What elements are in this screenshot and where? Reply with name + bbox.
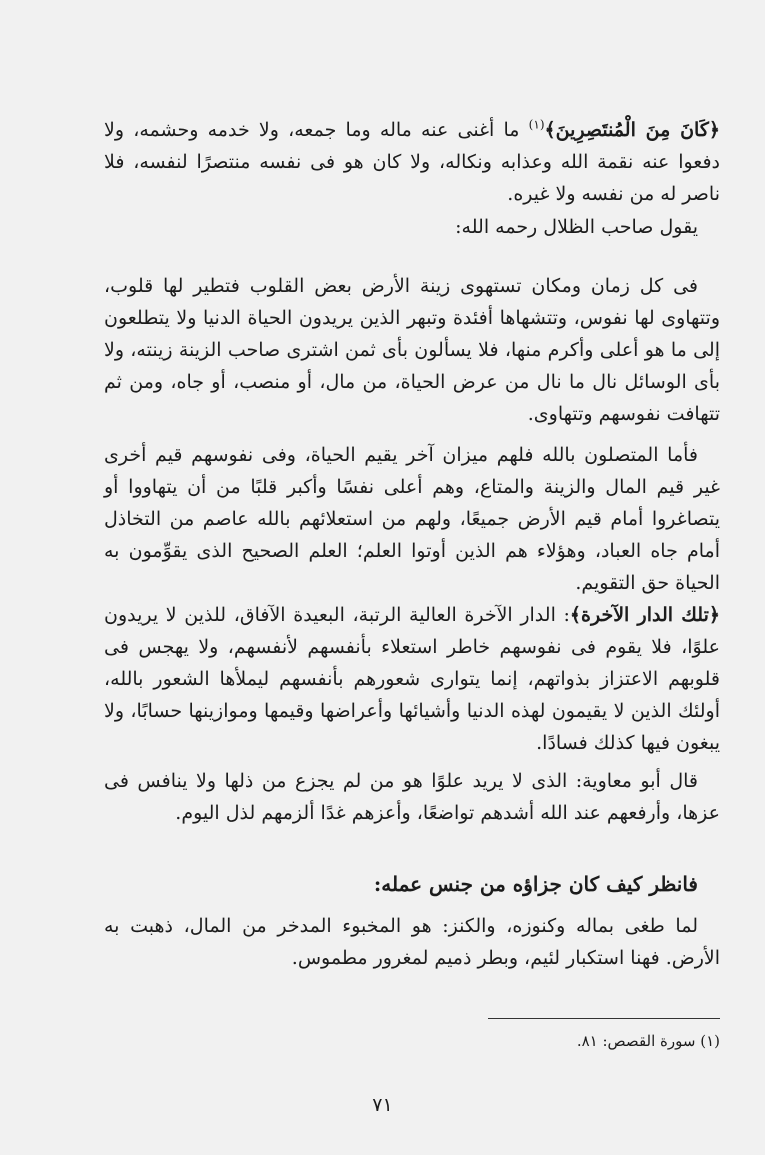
footnote: (١) سورة القصص: ٨١. [576, 1032, 720, 1050]
paragraph-7: لما طغى بماله وكنوزه، والكنز: هو المخبوء المدخر من المال، ذهبت به الأرض. فهنا استكبار لئيم، وبطر ذميم لمغرور مطموس. [104, 915, 720, 969]
paragraph-text: : الدار الآخرة العالية الرتبة، البعيدة الآفاق، للذين لا يريدون علوًا، فلا يقوم فى نفوسهم خاطر استعلاء بأنفسهم لأنفسهم، ولا يهجس فى قلوبهم الاعتزاز بذواتهم، إنما يتوارى شعورهم بأنفسهم ليملأها الشعور بالله، أولئك الذين لا يقيمون لهذه الدنيا وأشيائها وأعراضها وقيمها وموازينها حسابًا، ولا يبغون فيها كذلك فسادًا. [104, 604, 720, 754]
footnote-marker: (١) [528, 117, 545, 132]
section-heading: فانظر كيف كان جزاؤه من جنس عمله: [373, 872, 698, 896]
paragraph-5 [104, 599, 720, 759]
paragraph-3: فى كل زمان ومكان تستهوى زينة الأرض بعض القلوب فتطير لها قلوب، وتتهاوى لها نفوس، وتتشهاها أفئدة وتبهر الذين يريدون الحياة الدنيا ولا يتطلعون إلى ما هو أعلى وأكرم منها، فلا يسألون بأى ثمن اشترى صاحب الزينة زينته، ولا بأى الوسائل نال ما نال من عرض الحياة، من مال، أو منصب، أو جاه، ومن ثم تتهافت نفوسهم وتتهاوى. [104, 275, 720, 425]
footnote-separator [488, 1018, 720, 1019]
paragraph-1 [104, 114, 720, 210]
paragraph-4: فأما المتصلون بالله فلهم ميزان آخر يقيم الحياة، وفى نفوسهم قيم أخرى غير قيم المال والزينة والمتاع، وهم أعلى نفسًا وأكبر قلبًا من أن يتهاووا أو يتصاغروا أمام قيم الأرض جميعًا، ولهم من استعلائهم بالله عاصم من التخاذل أمام جاه العباد، وهؤلاء هم الذين أوتوا العلم؛ العلم الصحيح الذى يقوِّمون به الحياة حق التقويم. [104, 444, 720, 594]
paragraph-6: قال أبو معاوية: الذى لا يريد علوًا هو من لم يجزع من ذلها ولا ينافس فى عزها، وأرفعهم عند الله أشدهم تواضعًا، وأعزهم غدًا ألزمهم لذل اليوم. [104, 770, 720, 824]
paragraph-2: يقول صاحب الظلال رحمه الله: [455, 216, 698, 238]
paragraph-text: ما أغنى عنه ماله وما جمعه، ولا خدمه وحشمه، ولا دفعوا عنه نقمة الله وعذابه ونكاله، ولا كان هو فى نفسه منتصرًا لنفسه، فلا ناصر له من نفسه ولا غيره. [104, 119, 720, 205]
quran-quote: ﴿كَانَ مِنَ الْمُنتَصِرِينَ﴾ [544, 119, 720, 141]
page-number: ٧١ [372, 1094, 393, 1116]
quran-quote: ﴿تلك الدار الآخرة﴾ [569, 604, 720, 626]
